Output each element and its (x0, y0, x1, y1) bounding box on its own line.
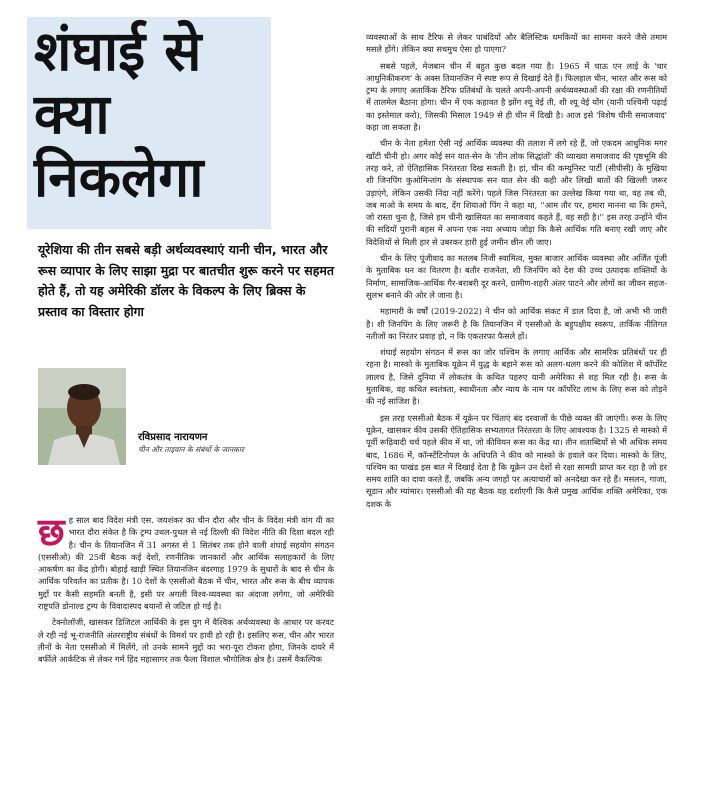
author-photo (38, 368, 126, 465)
dropcap: छ (38, 510, 65, 554)
article-paragraph: व्यवस्थाओं के साथ टैरिफ से लेकर पाबंदियों और बैलिस्टिक धमकियों का सामना करने जैसे तमाम मसले होंगे। लेकिन क्या सचमुच ऐसा हो पाएगा? (366, 32, 667, 55)
paragraph-text: ह साल बाद विदेश मंत्री एस. जयशंकर का चीन दौरा और चीन के विदेश मंत्री वांग यी का भारत दौरा संकेत है कि ट्रम्प उथल-पुथल से नई दिल्ली की विदेश नीति की दिशा बदल रही है। चीन के तियानजिन में 31 अगस्त से 1 सितंबर तक होने वाली शंघाई सहयोग संगठन (एससीओ) की 25वीं बैठक कई देशों, रणनीतिक जानकारों और आर्थिक सलाहकारों के लिए आकर्षण का केंद्र होगी। बोहाई खाड़ी स्थित तियानजिन बंदरगाह 1979 के सुधारों के बाद से चीन के आर्थिक परिवर्तन का प्रतीक है। 10 देशों के एससीओ बैठक में चीन, भारत और रूस के बीच व्यापक मुद्दों पर कैसी सहमति बनती है, इसी पर अगली विश्व-व्यवस्था का अंदाजा लगेगा, जो अमेरिकी राष्ट्रपति डोनाल्ड ट्रम्प के विवादास्पद बयानों से जटिल हो गई है। (38, 515, 334, 612)
subheading: यूरेशिया की तीन सबसे बड़ी अर्थव्यवस्थाएं यानी चीन, भारत और रूस व्यापार के लिए साझा मुद्रा पर बातचीत शुरू करने पर सहमत होते हैं, तो यह अमेरिकी डॉलर के विकल्प के लिए ब्रिक्स के प्रस्ताव का विस्तार होगा (38, 242, 334, 319)
article-paragraph: महामारी के वर्षों (2019-2022) ने चीन को आर्थिक संकट में डाल दिया है, जो अभी भी जारी है। शी जिनपिंग के लिए जरूरी है कि तियानजिन में एससीओ के बहुपक्षीय स्वरूप, तार्किक नीतिगत नतीजों का निरंतर प्रवाह हो, न कि एकतरफा फैसले हों। (366, 306, 667, 341)
article-column-right (366, 31, 667, 514)
article-paragraph: चीन के लिए पूंजीवाद का मतलब निजी स्वामित्व, मुक्त बाजार आर्थिक व्यवस्था और अर्जित पूंजी के मुताबिक धन का वितरण है। बतौर राजनेता, शी जिनपिंग को देश की उच्च उत्पादक शक्तियों के निर्माण, सामाजिक-आर्थिक गैर-बराबरी दूर करने, ग्रामीण-शहरी अंतर पाटने और लोगों का जीवन सहज-सुलभ बनाने की ओर ले जाना है। (366, 253, 667, 300)
article-paragraph: चीन के नेता हमेशा ऐसी नई आर्थिक व्यवस्था की तलाश में लगे रहे हैं, जो एकदम आधुनिक मगर खाँटी चीनी हो। अगर कोई सन यात-सेन के 'तीन लोक सिद्धांतों' की व्याख्या समाजवाद की पृष्ठभूमि की तरह करे, तो ऐतिहासिक निरंतरता दिख सकती है। हां, चीन की कम्युनिस्ट पार्टी (सीपीसी) के मुखिया शी जिनपिंग कुओमिन्तांग के संस्थापक सन यात सेन की कही और लिखी बातों की खिल्ली जरूर उड़ाएंगे, लेकिन उसकी निंदा नहीं करेंगे। पहले जिस निरंतरता का उल्लेख किया गया था, वह तब थी, जब माओ के समय के बाद, देंग शियाओ पिंग ने कहा था, ''आम तौर पर, हमारा मानना था कि हमने, जो रास्ता चुना है, जिसे हम चीनी खासियत का समाजवाद कहते हैं, वह सही है।'' इस तरह उन्होंने चीन की सदियों पुरानी बहस में अपना एक नया अध्याय जोड़ा कि कैसे आर्थिक गति बनाए रखी जाए और विदेशियों से मिली हार से उबरकर हारी हुई जमीन छीन ली जाए। (366, 138, 667, 247)
author-role: चीन और ताइवान के संबंधों के जानकार (138, 445, 244, 454)
article-paragraph: इस तरह एससीओ बैठक में यूक्रेन पर चिंताएं बंद दरवाजों के पीछे व्यक्त की जाएंगी। रूस के लिए यूक्रेन, खासकर कीव उसकी ऐतिहासिक सभ्यतागत निरंतरता के लिए आवश्यक है। 1325 से मास्को में पूर्वी रूढ़िवादी चर्च पहले कीव में था, जो कीवियन रूस का केंद्र था। तीन शताब्दियों से भी अधिक समय बाद, 1686 में, कॉन्स्टेंटिनोपल के अधिपति ने कीव को मास्को के हवाले कर दिया। मास्को के लिए, पश्चिम का पाखंड इस बात में दिखाई देता है कि यूक्रेन उन देशों से रक्षा सामग्री प्राप्त कर रहा है जो हर समय शांति का दावा करते हैं, जबकि अन्य जगहों पर अत्याचारों को अनदेखा कर रहे हैं। मसलन, गाजा, सूडान और म्यांमार। एससीओ की यह बैठक यह दर्शाएगी कि कैसे प्रमुख आर्थिक शक्ति अमेरिका, एक दशक के (366, 412, 667, 509)
article-column-left (38, 510, 334, 670)
headline: शंघाई से क्या निकलेगा (34, 19, 204, 209)
article-paragraph (38, 510, 334, 612)
article-paragraph: टेक्नोलॉजी, खासकर डिजिटल आर्थिकी के इस युग में वैश्विक अर्थव्यवस्था के आधार पर करवट ले रही नई भू-राजनीति अंतरराष्ट्रीय संबंधों के विमर्श पर हावी हो रही है। इसलिए रूस, चीन और भारत तीनों के नेता एससीओ में मिलेंगे, तो उनके सामने मुद्दों का भरा-पूरा टोकरा होगा, जिनके दायरे में बर्फीले आर्कटिक से लेकर गर्म हिंद महासागर तक फैला विशाल भौगोलिक क्षेत्र है। उसमें वैकल्पिक (38, 617, 334, 665)
author-portrait-icon (38, 368, 126, 465)
author-name: रविप्रसाद नारायणन (138, 432, 208, 443)
article-paragraph: शंघाई सहयोग संगठन में रूस का जोर पश्चिम के लगाए आर्थिक और सामरिक प्रतिबंधों पर ही रहना है। मास्को के मुताबिक यूक्रेन में युद्ध के बहाने रूस को अलग-थलग करने की कोशिश में कॉर्पोरेट लालच है, जिसे दुनिया में लोकतंत्र के कथित पहरुए यानी अमेरिका से शह मिल रही है। रूस के मुताबिक, वह कथित स्वतंत्रता, स्वाधीनता और न्याय के नाम पर कॉर्पोरेट लाभ के लिए रूस को तोड़ने की नई साजिश है। (366, 347, 667, 407)
article-paragraph: सबसे पहले, मेजबान चीन में बहुत कुछ बदल गया है। 1965 में चाऊ एन लाई के 'चार आधुनिकीकरण' के अक्स तियानजिन में स्पष्ट रूप से दिखाई देते हैं। फिलहाल चीन, भारत और रूस को ट्रम्प के लगाए अतार्किक टैरिफ प्रतिबंधों के चलते अपनी-अपनी अर्थव्यवस्थाओं की रक्षा की रणनीतियों में तालमेल बैठाना होगा। चीन में एक कहावत है झोंग श्यू वेई ती, शी श्यू वेई योंग (यानी पश्चिमी पढ़ाई का इस्तेमाल करो), जिसकी मिसाल 1949 से ही चीन में दिखी है। आज इसे 'विशेष चीनी समाजवाद' कहा जा सकता है। (366, 60, 667, 133)
